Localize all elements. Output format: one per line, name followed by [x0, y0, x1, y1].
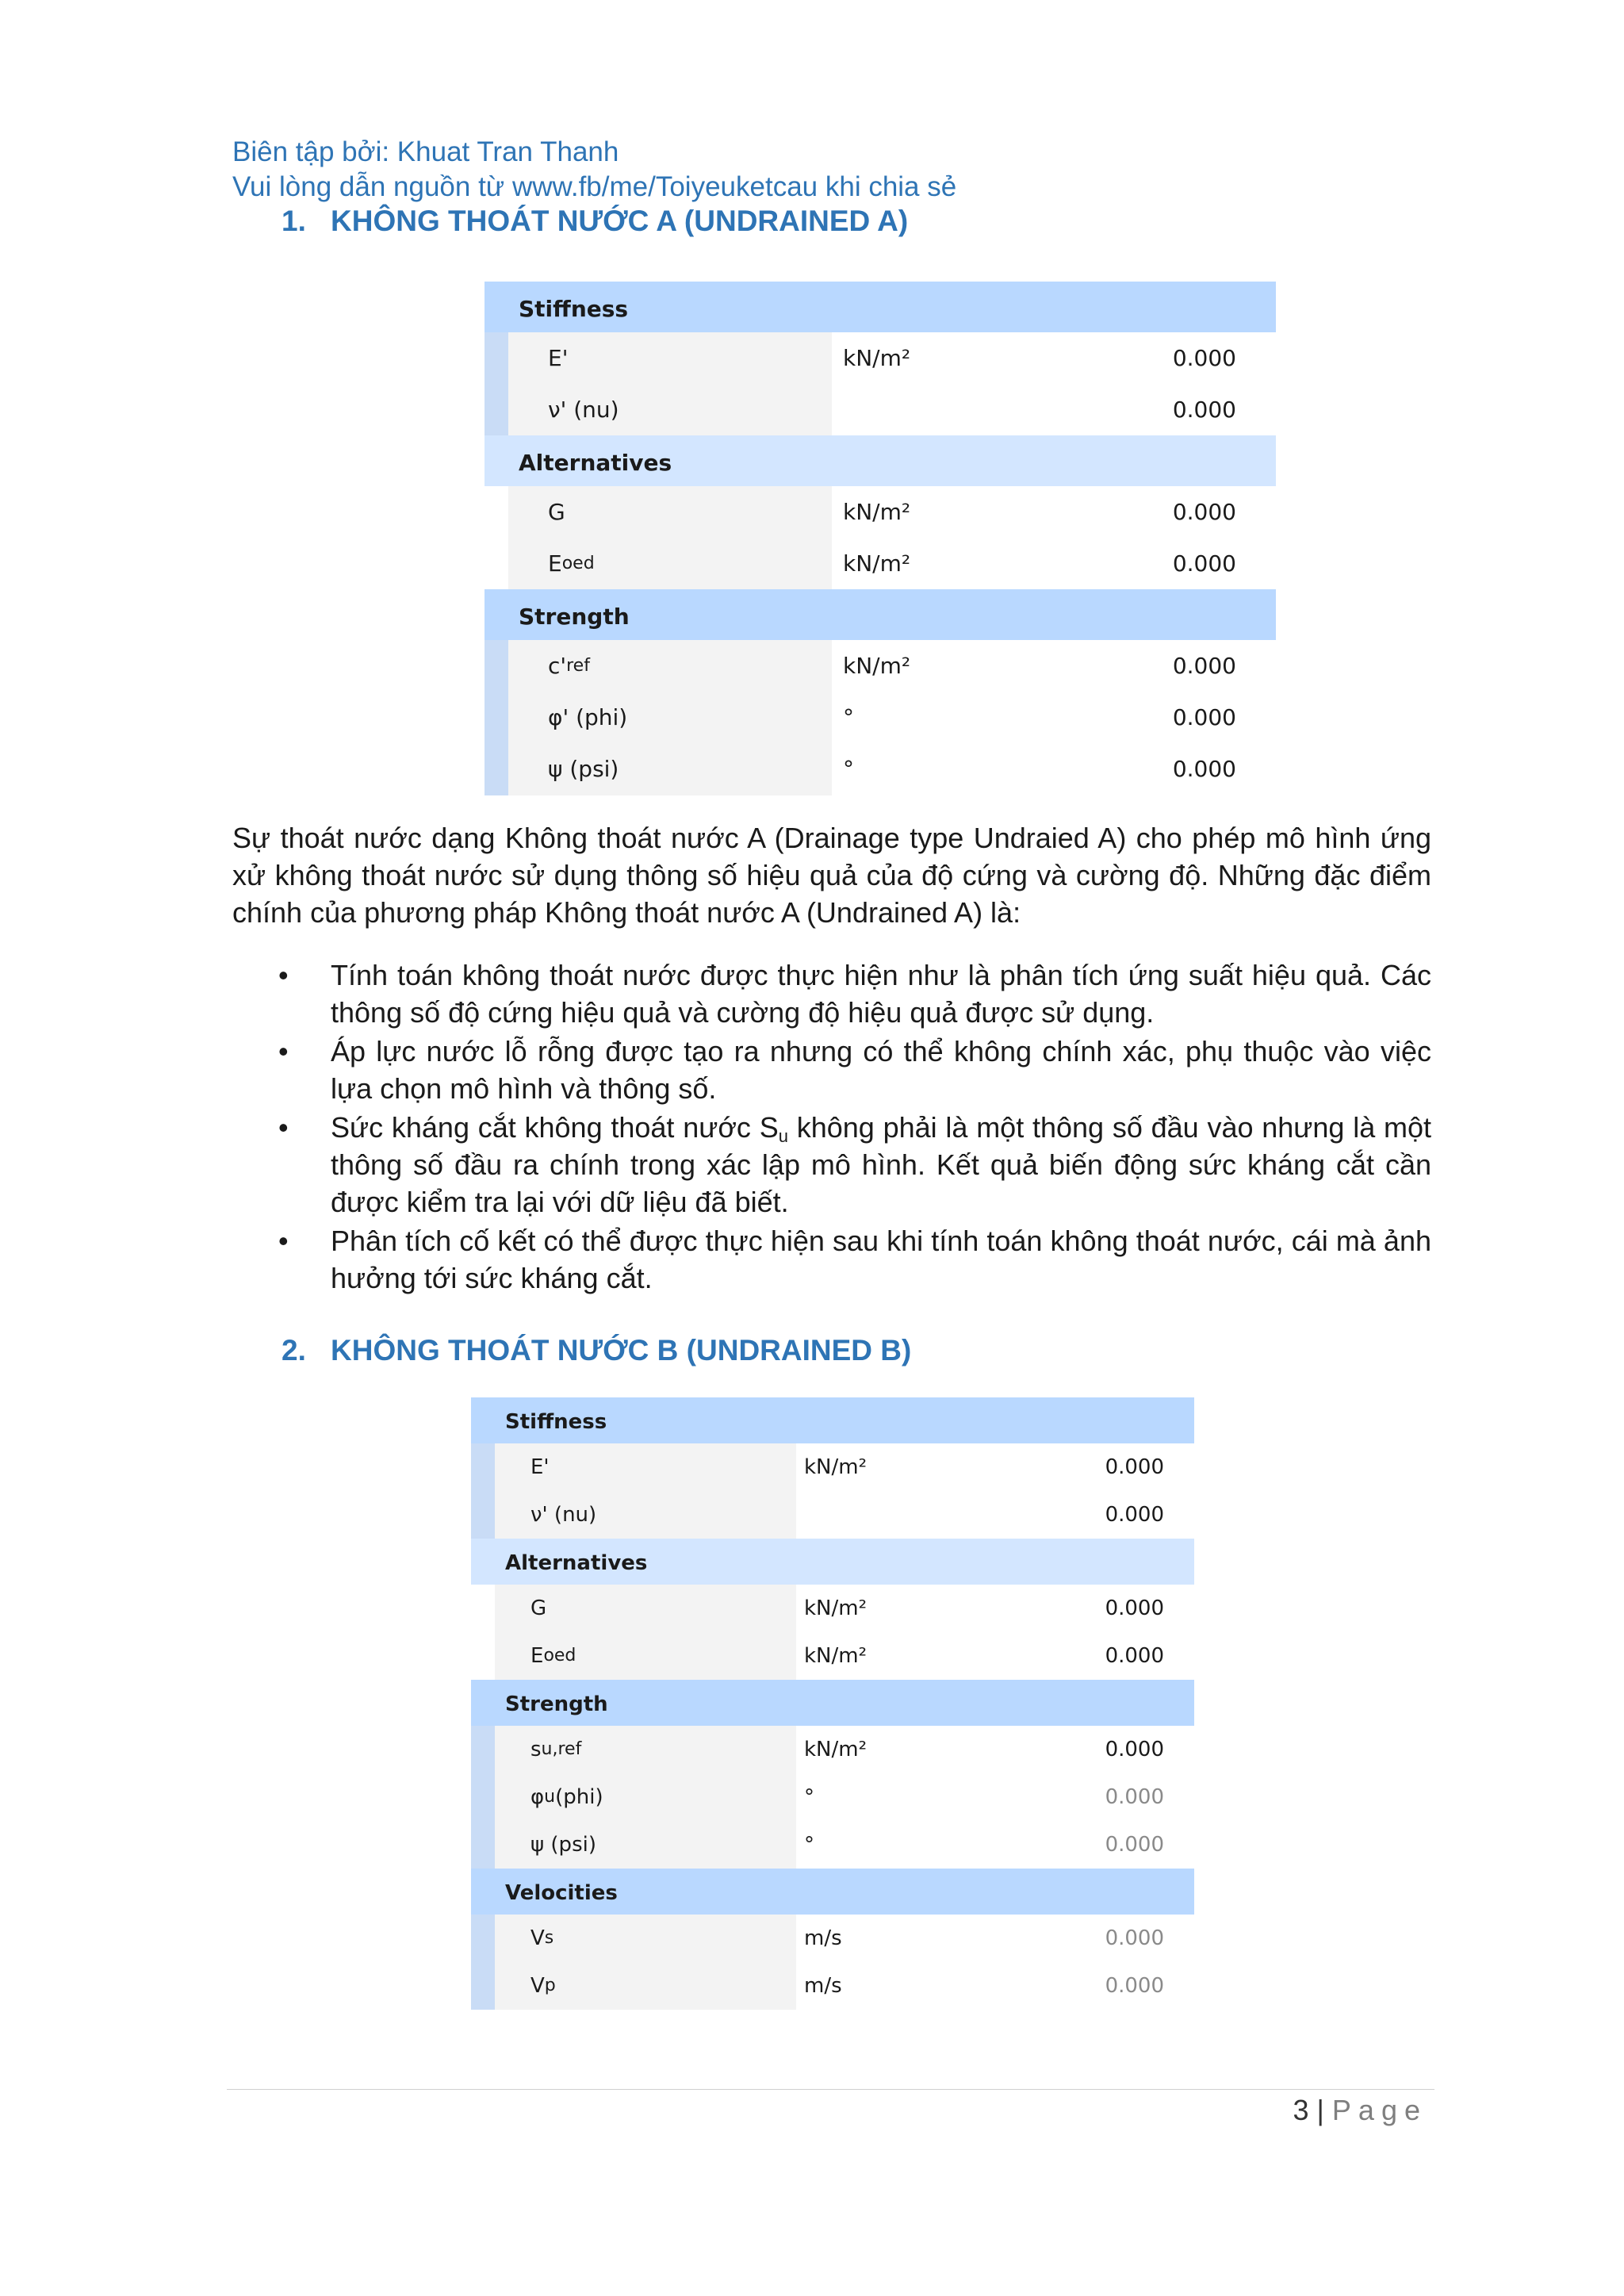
property-row-eoed — [471, 1632, 1194, 1680]
list-item: • Sức kháng cắt không thoát nước $S_u$ không phải là một thông số đầu vào nhưng là một thông số đầu ra chính trong xác lập mô hình. Kết quả biến động sức kháng cắt cần được kiểm tra lại với dữ liệu đã biết. — [232, 1109, 1431, 1221]
property-unit: kN/m² — [843, 345, 911, 371]
heading-number: 1. — [282, 205, 306, 237]
bullet-icon: • — [278, 1111, 289, 1144]
group-title: Strength — [519, 604, 630, 630]
property-unit: ° — [804, 1833, 814, 1857]
property-unit: kN/m² — [804, 1596, 868, 1620]
property-unit: ° — [804, 1785, 814, 1809]
section-heading-undrained-b — [282, 1334, 911, 1367]
property-label: G — [530, 1596, 547, 1620]
property-label: E oed — [530, 1644, 576, 1668]
heading-number: 2. — [282, 1334, 306, 1366]
property-row-phi — [485, 692, 1276, 743]
page-number — [1293, 2094, 1428, 2127]
property-unit: kN/m² — [804, 1738, 868, 1761]
list-item: • Phân tích cố kết có thể được thực hiện sau khi tính toán không thoát nước, cái mà ảnh hưởng tới sức kháng cắt. — [232, 1222, 1431, 1297]
property-row-c-ref — [485, 640, 1276, 692]
property-row-e-prime — [485, 332, 1276, 384]
property-label: ν' (nu) — [548, 397, 619, 423]
bullet-icon: • — [278, 1035, 289, 1068]
property-row-psi — [471, 1821, 1194, 1869]
group-header-alternatives — [471, 1539, 1194, 1585]
property-value-field[interactable]: 0.000 — [1172, 397, 1236, 423]
property-row-phi-u — [471, 1773, 1194, 1821]
property-row-g — [471, 1585, 1194, 1632]
property-unit: m/s — [804, 1926, 842, 1950]
group-header-velocities — [471, 1869, 1194, 1915]
property-label: ν' (nu) — [530, 1503, 597, 1527]
group-title: Strength — [505, 1692, 608, 1716]
property-row-g — [485, 486, 1276, 538]
property-label: ψ (psi) — [530, 1833, 596, 1857]
property-value-field[interactable]: 0.000 — [1105, 1738, 1164, 1761]
list-item: • Áp lực nước lỗ rỗng được tạo ra nhưng có thể không chính xác, phụ thuộc vào việc lựa chọn mô hình và thông số. — [232, 1033, 1431, 1107]
group-header-alternatives — [485, 435, 1276, 486]
property-panel-undrained-b — [471, 1397, 1194, 2010]
property-unit: ° — [843, 756, 854, 782]
property-label: s u,ref — [530, 1738, 582, 1761]
property-unit: kN/m² — [804, 1455, 868, 1479]
property-unit: kN/m² — [804, 1644, 868, 1668]
section-heading-undrained-a — [282, 205, 908, 238]
property-value-field[interactable]: 0.000 — [1172, 704, 1236, 730]
property-row-nu — [471, 1491, 1194, 1539]
property-row-nu — [485, 384, 1276, 435]
property-unit: kN/m² — [843, 653, 911, 679]
paragraph-undrained-a: Sự thoát nước dạng Không thoát nước A (Drainage type Undraied A) cho phép mô hình ứng xử không thoát nước sử dụng thông số hiệu quả của độ cứng và cường độ. Những đặc điểm chính của phương pháp Không thoát nước A (Undrained A) là: — [232, 822, 1431, 929]
property-value-field[interactable]: 0.000 — [1105, 1455, 1164, 1479]
property-unit: kN/m² — [843, 499, 911, 525]
property-label: c' ref — [548, 653, 590, 679]
property-unit: m/s — [804, 1974, 842, 1998]
group-title: Velocities — [505, 1881, 618, 1905]
property-value-readonly: 0.000 — [1105, 1926, 1164, 1950]
group-title: Alternatives — [505, 1551, 648, 1575]
bullet-icon: • — [278, 1225, 289, 1257]
property-value-field[interactable]: 0.000 — [1172, 499, 1236, 525]
property-unit: ° — [843, 704, 854, 730]
property-label: G — [548, 499, 565, 525]
property-label: E oed — [548, 550, 595, 577]
group-title: Stiffness — [519, 296, 629, 322]
property-value-field[interactable]: 0.000 — [1105, 1596, 1164, 1620]
group-header-strength — [471, 1680, 1194, 1726]
property-unit: kN/m² — [843, 550, 911, 577]
editor-credit: Biên tập bởi: Khuat Tran Thanh — [232, 136, 619, 167]
property-value-field[interactable]: 0.000 — [1105, 1644, 1164, 1668]
list-item: • Tính toán không thoát nước được thực hiện như là phân tích ứng suất hiệu quả. Các thông số độ cứng hiệu quả và cường độ hiệu quả được sử dụng. — [232, 956, 1431, 1031]
property-value-field[interactable]: 0.000 — [1172, 756, 1236, 782]
property-label: E' — [530, 1455, 550, 1479]
heading-title: KHÔNG THOÁT NƯỚC B (UNDRAINED B) — [331, 1334, 912, 1366]
property-label: E' — [548, 345, 569, 371]
group-title: Alternatives — [519, 450, 672, 476]
page-number-value: 3 — [1293, 2094, 1309, 2126]
property-label: V p — [530, 1974, 556, 1998]
property-label: φ' (phi) — [548, 704, 628, 730]
feature-list-undrained-a — [232, 956, 1431, 1298]
property-row-eoed — [485, 538, 1276, 589]
property-value-field[interactable]: 0.000 — [1172, 653, 1236, 679]
bullet-icon: • — [278, 959, 289, 991]
property-label: ψ (psi) — [548, 756, 619, 782]
property-row-vs — [471, 1915, 1194, 1962]
property-row-psi — [485, 743, 1276, 795]
property-row-vp — [471, 1962, 1194, 2010]
property-label: V s — [530, 1926, 554, 1950]
group-header-stiffness — [471, 1397, 1194, 1443]
page-separator: | — [1316, 2094, 1324, 2126]
property-value-readonly: 0.000 — [1105, 1833, 1164, 1857]
page-word: Page — [1331, 2094, 1427, 2126]
group-title: Stiffness — [505, 1410, 607, 1434]
property-row-su-ref — [471, 1726, 1194, 1773]
footer-divider — [227, 2089, 1434, 2090]
property-panel-undrained-a — [485, 282, 1276, 795]
group-header-strength — [485, 589, 1276, 640]
property-value-readonly: 0.000 — [1105, 1974, 1164, 1998]
property-label: φ u (phi) — [530, 1785, 603, 1809]
property-value-field[interactable]: 0.000 — [1172, 345, 1236, 371]
source-note: Vui lòng dẫn nguồn từ www.fb/me/Toiyeuketcau khi chia sẻ — [232, 171, 957, 202]
property-row-e-prime — [471, 1443, 1194, 1491]
property-value-readonly: 0.000 — [1105, 1785, 1164, 1809]
property-value-field[interactable]: 0.000 — [1172, 550, 1236, 577]
heading-title: KHÔNG THOÁT NƯỚC A (UNDRAINED A) — [331, 205, 909, 237]
property-value-field[interactable]: 0.000 — [1105, 1503, 1164, 1527]
group-header-stiffness — [485, 282, 1276, 332]
